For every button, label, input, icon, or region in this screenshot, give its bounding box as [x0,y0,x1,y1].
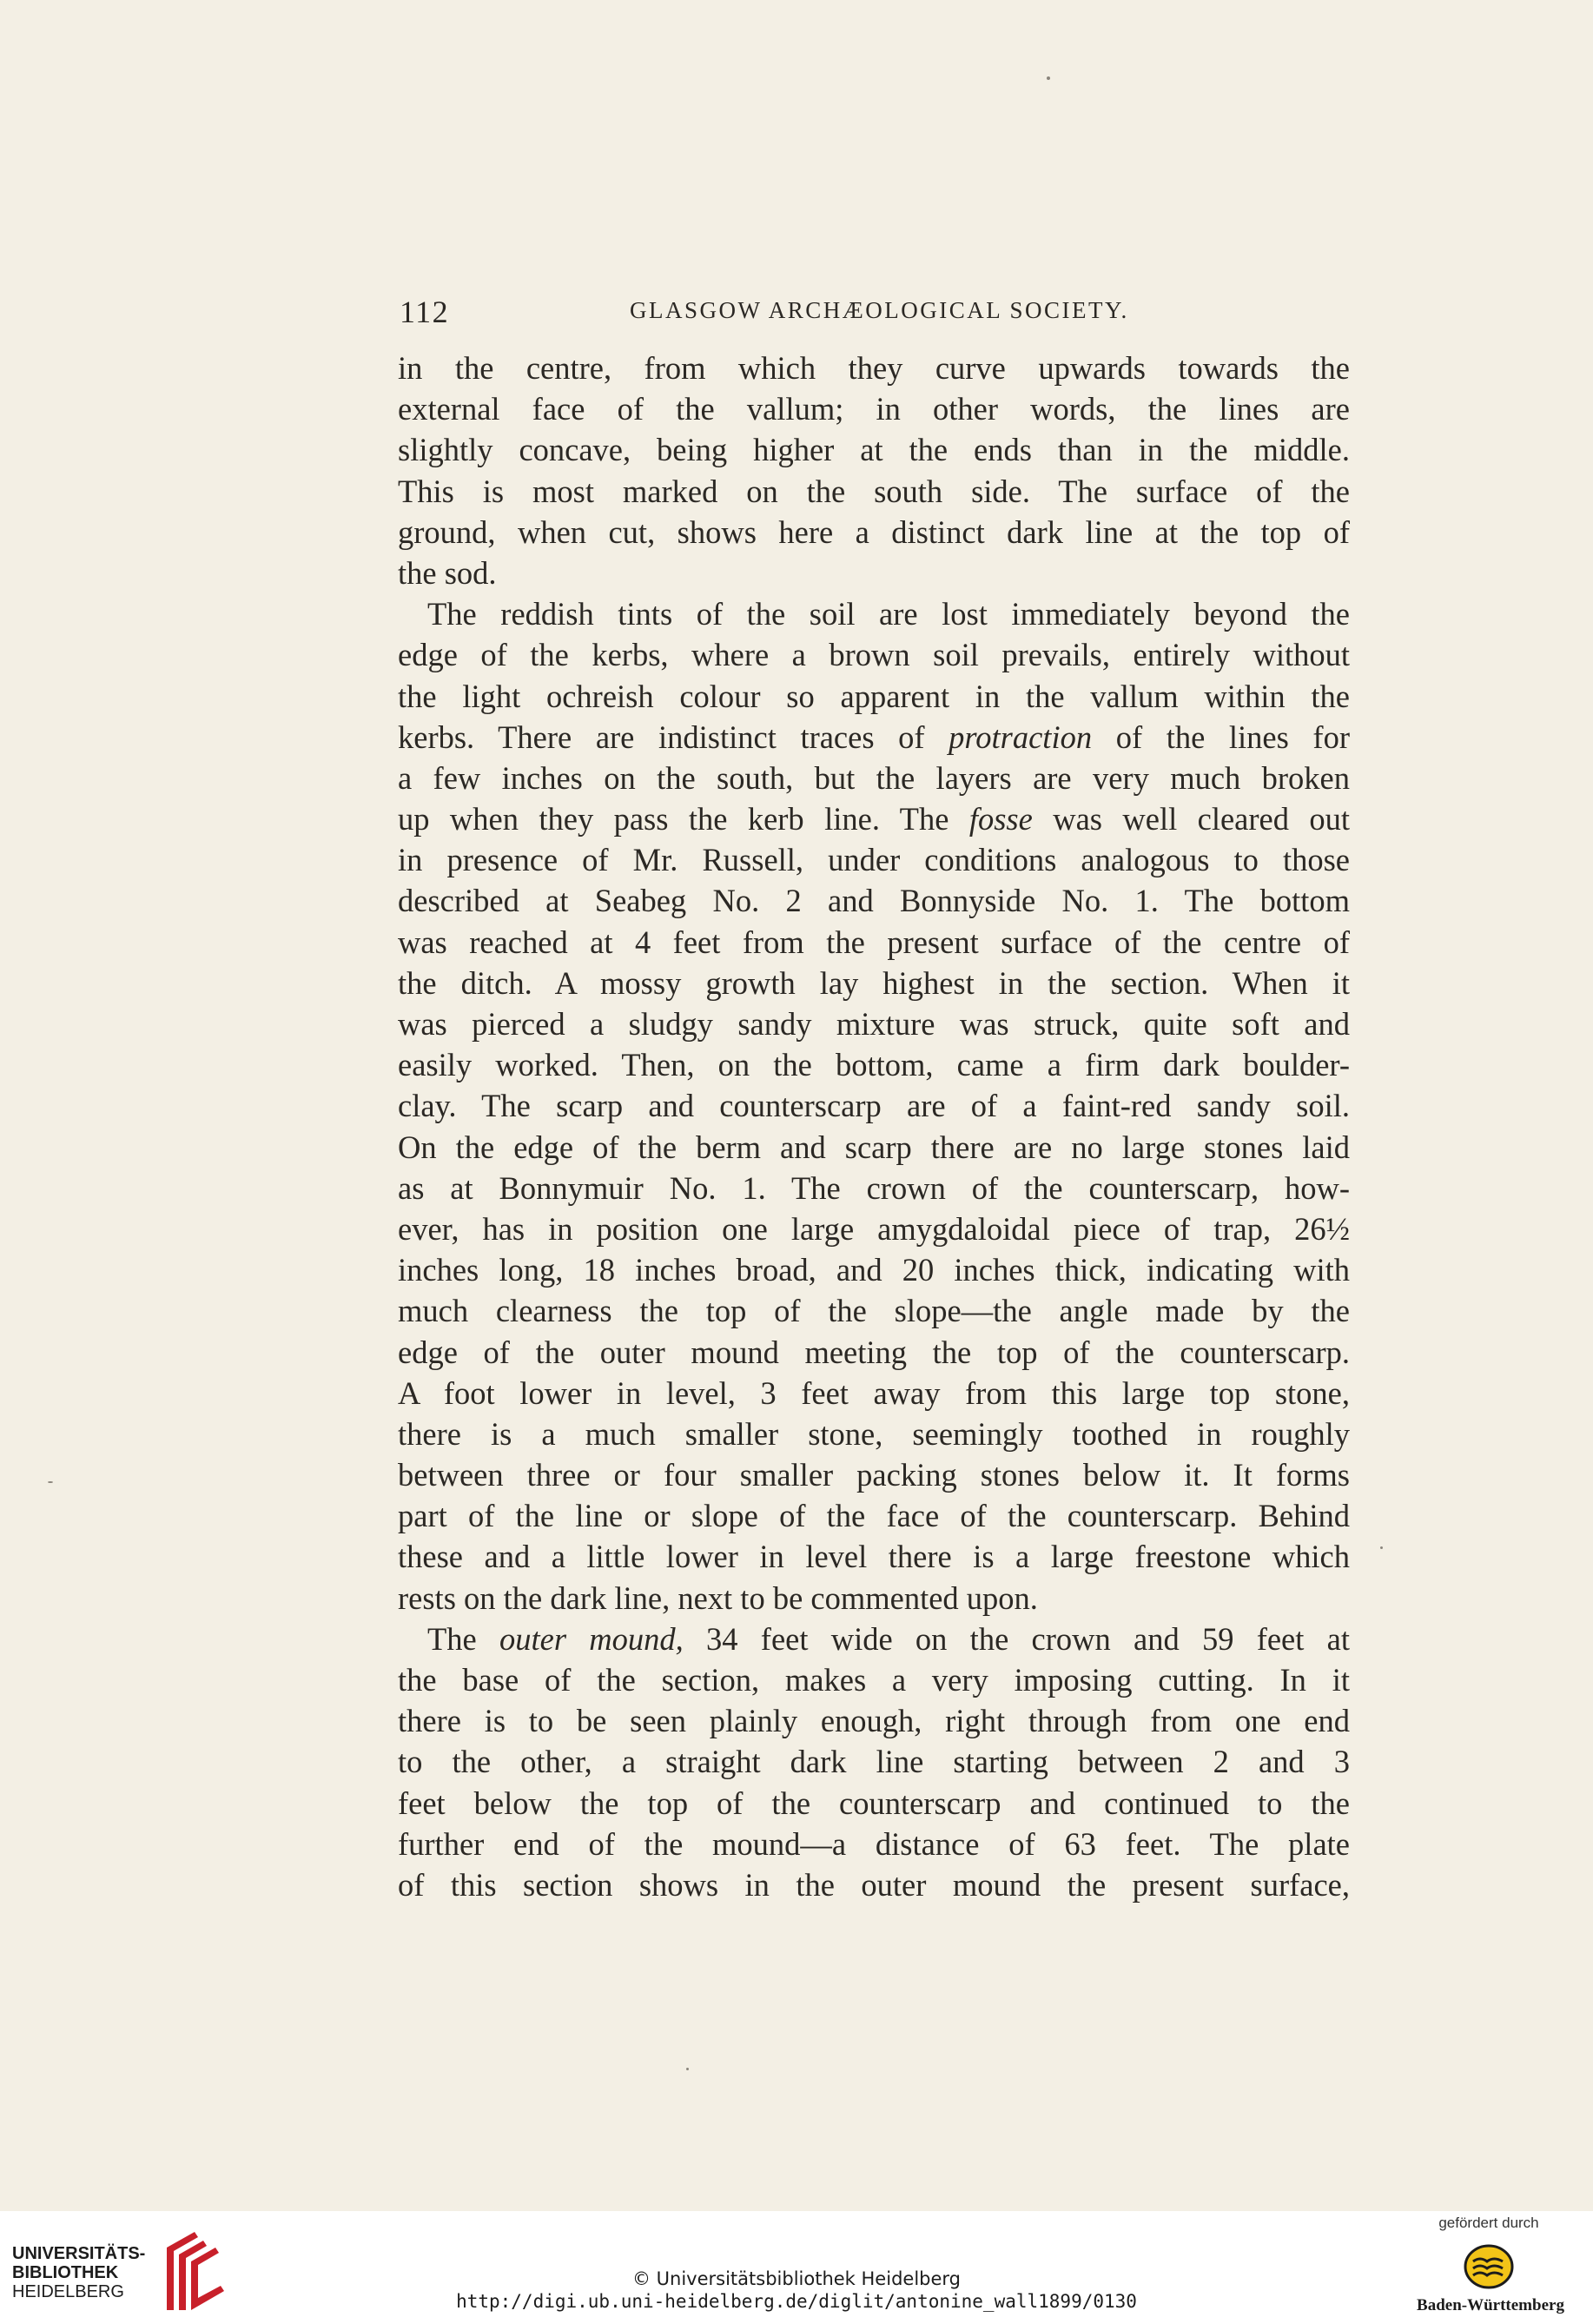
text-run: kerbs. There are indistinct traces of [398,718,949,755]
text-line: there is a much smaller stone, seemingly toothed in roughly [398,1415,1350,1452]
text-line: further end of the mound—a distance of 63 feet. The plate [398,1825,1350,1862]
italic-term: fosse [968,801,1033,838]
text-line: in the centre, from which they curve upwards towards the [398,350,1350,386]
scan-speck [686,2068,689,2070]
text-line: external face of the vallum; in other words, the lines are [398,391,1350,427]
text-line: This is most marked on the south side. The surface of the [398,473,1350,509]
permalink-url[interactable]: http://digi.ub.uni-heidelberg.de/diglit/antonine_wall1899/0130 [456,2291,1137,2312]
scan-speck [1047,76,1050,80]
text-line: On the edge of the berm and scarp there are no large stones laid [398,1129,1350,1165]
text-line: edge of the kerbs, where a brown soil prevails, entirely without [398,637,1350,673]
page-number: 112 [400,295,450,329]
text-run: The [427,1620,499,1657]
text-line: edge of the outer mound meeting the top of the counterscarp. [398,1334,1350,1370]
text-line: of this section shows in the outer mound the present surface, [398,1866,1350,1903]
text-line: to the other, a straight dark line starting between 2 and 3 [398,1744,1350,1780]
text-line: A foot lower in level, 3 feet away from this large top stone, [398,1374,1350,1411]
italic-term: protraction [949,718,1093,755]
text-run: of the lines for [1092,718,1350,755]
text-line: there is to be seen plainly enough, right through from one end [398,1703,1350,1739]
text-run: was well cleared out [1032,801,1351,838]
text-run: up when they pass the kerb line. The [398,801,969,838]
text-line: between three or four smaller packing stones below it. It forms [398,1457,1350,1493]
text-line: in presence of Mr. Russell, under conditions analogous to those [398,842,1350,878]
text-line: The reddish tints of the soil are lost immediately beyond the [427,596,1350,632]
sponsor-name: Baden-Württemberg [1417,2296,1564,2314]
text-line: feet below the top of the counterscarp and continued to the [398,1784,1350,1821]
text-line: rests on the dark line, next to be commented upon. [398,1579,1038,1616]
italic-term: outer mound, [499,1620,684,1657]
text-line: inches long, 18 inches broad, and 20 inches thick, indicating with [398,1252,1350,1288]
text-line: easily worked. Then, on the bottom, came a firm dark boulder- [398,1047,1350,1083]
sponsor-label: gefördert durch [1438,2215,1539,2231]
text-run: 34 feet wide on the crown and 59 feet at [683,1620,1350,1657]
text-line: as at Bonnymuir No. 1. The crown of the counterscarp, how- [398,1169,1350,1206]
text-line: ground, when cut, shows here a distinct dark line at the top of [398,513,1350,550]
digitization-footer [0,2211,1593,2324]
library-line-1: UNIVERSITÄTS- [12,2244,146,2263]
text-line: was pierced a sludgy sandy mixture was struck, quite soft and [398,1006,1350,1042]
text-line: these and a little lower in level there is a large freestone which [398,1539,1350,1575]
text-line: the light ochreish colour so apparent in the vallum within the [398,678,1350,714]
scan-speck [1380,1546,1383,1549]
text-line [398,717,1350,758]
scan-speck [48,1481,53,1483]
text-line: slightly concave, being higher at the ends than in the middle. [398,432,1350,468]
text-line: the ditch. A mossy growth lay highest in the section. When it [398,964,1350,1001]
text-line: much clearness the top of the slope—the angle made by the [398,1293,1350,1329]
copyright-notice: © Universitätsbibliothek Heidelberg [631,2268,961,2289]
text-line: the base of the section, makes a very imposing cutting. In it [398,1662,1350,1698]
library-line-2: BIBLIOTHEK [12,2263,119,2282]
text-line [398,798,1350,839]
text-line: was reached at 4 feet from the present surface of the centre of [398,924,1350,960]
text-line: ever, has in position one large amygdaloidal piece of trap, 26½ [398,1210,1350,1247]
library-line-3: HEIDELBERG [12,2282,124,2301]
text-line: clay. The scarp and counterscarp are of a faint-red sandy soil. [398,1088,1350,1124]
baden-wuerttemberg-coat-of-arms-icon[interactable] [1463,2242,1515,2291]
running-title: GLASGOW ARCHÆOLOGICAL SOCIETY. [630,297,1129,323]
text-line [398,1619,1350,1659]
body-text [398,348,1350,1905]
running-head [400,294,1355,332]
text-line: described at Seabeg No. 2 and Bonnyside No. 1. The bottom [398,883,1350,919]
text-line: a few inches on the south, but the layers are very much broken [398,759,1350,796]
text-line: part of the line or slope of the face of the counterscarp. Behind [398,1498,1350,1534]
text-line: the sod. [398,554,497,591]
